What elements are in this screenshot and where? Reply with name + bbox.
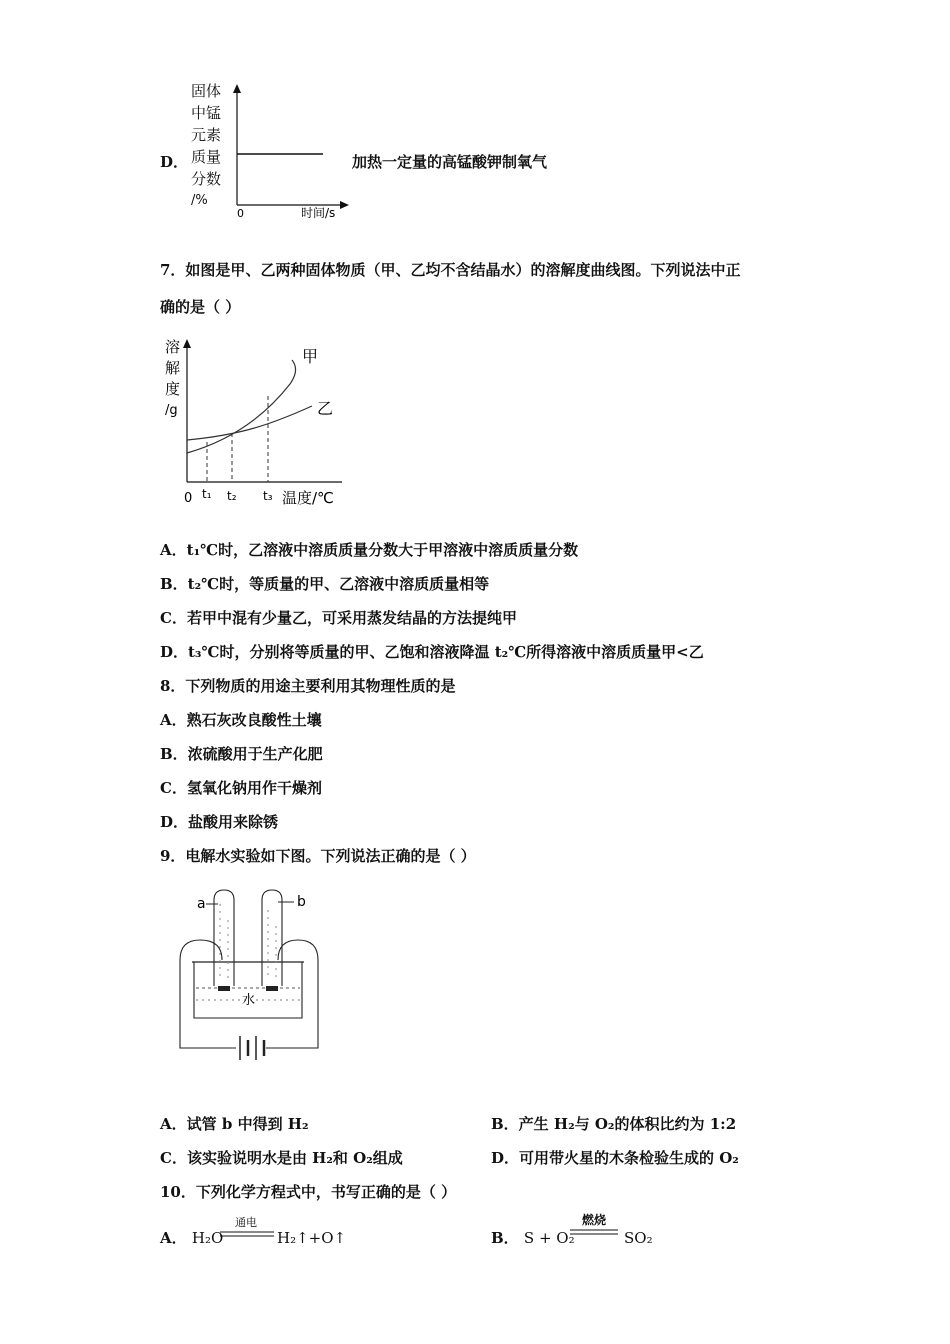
q8-option-c[interactable]: C．氢氧化钠用作干燥剂 — [160, 779, 322, 797]
q9-beaker — [194, 962, 302, 1018]
q7-xlabel: 温度/℃ — [282, 489, 334, 507]
q7-t2-label: t₂ — [227, 489, 237, 503]
q6-ylabel-1: 固体 — [191, 82, 222, 100]
q7-curve-jia — [187, 360, 296, 453]
q7-ylabel-3: 度 — [165, 380, 181, 398]
q8-stem: 8．下列物质的用途主要利用其物理性质的是 — [160, 677, 456, 695]
q7-option-c[interactable]: C．若甲中混有少量乙，可采用蒸发结晶的方法提纯甲 — [160, 609, 517, 627]
q7-option-a[interactable]: A．t₁℃时，乙溶液中溶质质量分数大于甲溶液中溶质质量分数 — [160, 541, 579, 559]
q6-origin: 0 — [237, 207, 244, 220]
q7-t3-label: t₃ — [263, 489, 273, 503]
q9-label-a: a — [197, 896, 206, 912]
q10-b-equals — [570, 1228, 618, 1236]
q9-option-c[interactable]: C．该实验说明水是由 H₂和 O₂组成 — [160, 1149, 403, 1167]
q6-ylabel — [191, 80, 221, 212]
q7-option-d[interactable]: D．t₃℃时，分别将等质量的甲、乙饱和溶液降温 t₂℃所得溶液中溶质质量甲<乙 — [160, 643, 704, 661]
q7-solubility-chart — [160, 330, 350, 520]
q9-electrode-a — [218, 986, 230, 991]
q6-y-arrow — [233, 84, 241, 93]
q7-curve-jia-label: 甲 — [302, 347, 319, 366]
q7-origin: 0 — [184, 491, 193, 506]
q9-label-b: b — [297, 894, 306, 910]
q10-b-right: SO₂ — [624, 1229, 653, 1247]
q10-a-left: H₂O — [191, 1229, 224, 1247]
q7-ylabel-2: 解 — [165, 359, 181, 377]
q10-a-right: H₂↑+O↑ — [277, 1229, 347, 1247]
q9-wire-right — [266, 940, 318, 1048]
q6-ylabel-5: 分数 — [191, 170, 222, 188]
q10-b-label: B． — [491, 1229, 519, 1247]
q10-b-left: S + O₂ — [523, 1229, 575, 1247]
q8-option-d[interactable]: D．盐酸用来除锈 — [160, 813, 279, 831]
q7-stem-line2: 确的是（ ） — [160, 298, 241, 316]
q10-b-condition: 燃烧 — [581, 1213, 606, 1227]
q6-ylabel-2: 中锰 — [191, 104, 222, 122]
q6-ylabel-4: 质量 — [191, 148, 222, 166]
q6-ylabel-3: 元素 — [191, 126, 222, 144]
q6-option-d-label: D． — [160, 153, 189, 171]
q9-option-b[interactable]: B．产生 H₂与 O₂的体积比约为 1:2 — [491, 1115, 737, 1133]
q9-stem: 9．电解水实验如下图。下列说法正确的是（ ） — [160, 847, 476, 865]
q6-x-arrow — [340, 201, 349, 209]
q7-ylabel-1: 溶 — [165, 338, 181, 356]
q6-graph — [225, 80, 355, 225]
q10-stem: 10．下列化学方程式中，书写正确的是（ ） — [160, 1183, 457, 1201]
q10-option-b[interactable] — [491, 1228, 575, 1248]
q7-ylabel-4: /g — [165, 403, 178, 418]
q9-electrode-b — [266, 986, 278, 991]
q9-option-a[interactable]: A．试管 b 中得到 H₂ — [160, 1115, 309, 1133]
q9-water-label: 水 — [242, 993, 256, 1008]
q7-t1-label: t₁ — [202, 487, 212, 501]
q8-option-b[interactable]: B．浓硫酸用于生产化肥 — [160, 745, 323, 763]
q8-option-a[interactable]: A．熟石灰改良酸性土壤 — [160, 711, 322, 729]
q7-option-b[interactable]: B．t₂℃时，等质量的甲、乙溶液中溶质质量相等 — [160, 575, 490, 593]
q10-option-a[interactable] — [160, 1228, 223, 1248]
q9-tube-b — [262, 890, 282, 986]
q10-a-condition: 通电 — [235, 1216, 257, 1229]
q10-a-label: A． — [160, 1229, 187, 1247]
q7-curve-yi-label: 乙 — [317, 399, 334, 418]
q9-electrolysis-diagram — [170, 880, 330, 1070]
q9-option-d[interactable]: D．可用带火星的木条检验生成的 O₂ — [491, 1149, 739, 1167]
q7-y-arrow — [183, 339, 191, 348]
q7-ylabel — [165, 338, 180, 418]
q10-a-equals — [220, 1230, 274, 1238]
q6-xlabel: 时间/s — [301, 206, 336, 220]
q6-option-d-text: 加热一定量的高锰酸钾制氧气 — [352, 153, 548, 171]
q7-stem-line1: 7．如图是甲、乙两种固体物质（甲、乙均不含结晶水）的溶解度曲线图。下列说法中正 — [160, 261, 741, 279]
q6-ylabel-6: /% — [191, 193, 208, 208]
